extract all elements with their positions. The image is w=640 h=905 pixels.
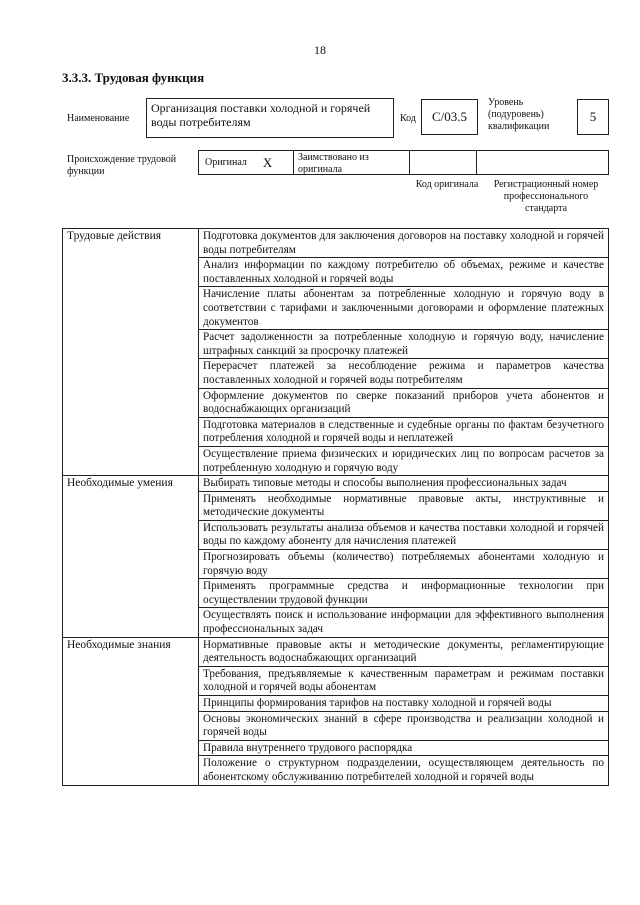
- item-cell: Основы экономических знаний в сфере производства и реализации холодной и горячей воды: [199, 711, 609, 740]
- reg-number-label: Регистрационный номер профессионального стандарта: [493, 179, 599, 214]
- item-cell: Оформление документов по сверке показаний приборов учета абонентов и водоснабжающих организаций: [199, 388, 609, 417]
- item-cell: Правила внутреннего трудового распорядка: [199, 740, 609, 756]
- item-cell: Положение о структурном подразделении, осуществляющем деятельность по абонентскому обслуживанию потребителей холодной и горячей воды: [199, 756, 609, 785]
- level-label: Уровень (подуровень) квалификации: [488, 97, 550, 132]
- table-row: [63, 229, 609, 258]
- item-cell: Анализ информации по каждому потребителю об объемах, режиме и качестве поставленных холодной и горячей воды: [199, 258, 609, 287]
- item-cell: Подготовка материалов в следственные и судебные органы по фактам безучетного потребления холодной и горячей воды и неплатежей: [199, 417, 609, 446]
- item-cell: Осуществление приема физических и юридических лиц по вопросам расчетов за потребленную холодную и горячую воду: [199, 446, 609, 475]
- origin-original-cell: [199, 151, 294, 174]
- name-value: Организация поставки холодной и горячей воды потребителям: [146, 98, 394, 138]
- item-cell: Осуществлять поиск и использование информации для эффективного выполнения профессиональных задач: [199, 608, 609, 637]
- borrowed-label: Заимствовано из оригинала: [294, 151, 410, 174]
- name-label: Наименование: [67, 113, 130, 124]
- code-label: Код: [400, 113, 416, 124]
- code-value: C/03.5: [421, 99, 478, 135]
- original-mark: X: [262, 154, 273, 170]
- labor-function-table: [62, 228, 609, 786]
- item-cell: Начисление платы абонентам за потребленные холодную и горячую воду в соответствии с тарифами и заключенными договорами и оформление платежных документов: [199, 287, 609, 330]
- item-cell: Применять необходимые нормативные правовые акты, инструктивные и методические документы: [199, 491, 609, 520]
- item-cell: Расчет задолженности за потребленные холодную и горячую воду, начисление штрафных санкций за просрочку платежей: [199, 330, 609, 359]
- item-cell: Выбирать типовые методы и способы выполнения профессиональных задач: [199, 476, 609, 492]
- item-cell: Применять программные средства и информационные технологии при осуществлении трудовой функции: [199, 579, 609, 608]
- table-row: [63, 476, 609, 492]
- origin-label: Происхождение трудовой функции: [67, 154, 177, 177]
- item-cell: Нормативные правовые акты и методические документы, регламентирующие деятельность водоснабжающих организаций: [199, 637, 609, 666]
- original-label: Оригинал: [205, 156, 247, 168]
- item-cell: Требования, предъявляемые к качественным параметрам и режимам поставки холодной и горячей воды абонентам: [199, 666, 609, 695]
- item-cell: Принципы формирования тарифов на поставку холодной и горячей воды: [199, 696, 609, 712]
- item-cell: Использовать результаты анализа объемов и качества поставки холодной и горячей воды по каждому абоненту для начисления платежей: [199, 520, 609, 549]
- code-original-label: Код оригинала: [415, 179, 479, 190]
- reg-number-cell: [477, 151, 608, 174]
- item-cell: Перерасчет платежей за несоблюдение режима и параметров качества поставленных холодной и горячей воды потребителям: [199, 359, 609, 388]
- section-title: 3.3.3. Трудовая функция: [62, 70, 205, 85]
- category-cell: Необходимые знания: [63, 637, 199, 785]
- table-row: [63, 637, 609, 666]
- origin-row: [198, 150, 609, 175]
- item-cell: Подготовка документов для заключения договоров на поставку холодной и горячей воды потребителям: [199, 229, 609, 258]
- level-value: 5: [577, 99, 609, 135]
- page-number: 18: [314, 43, 326, 57]
- item-cell: Прогнозировать объемы (количество) потребляемых абонентами холодную и горячую воду: [199, 550, 609, 579]
- code-original-cell: [410, 151, 477, 174]
- category-cell: Трудовые действия: [63, 229, 199, 476]
- category-cell: Необходимые умения: [63, 476, 199, 638]
